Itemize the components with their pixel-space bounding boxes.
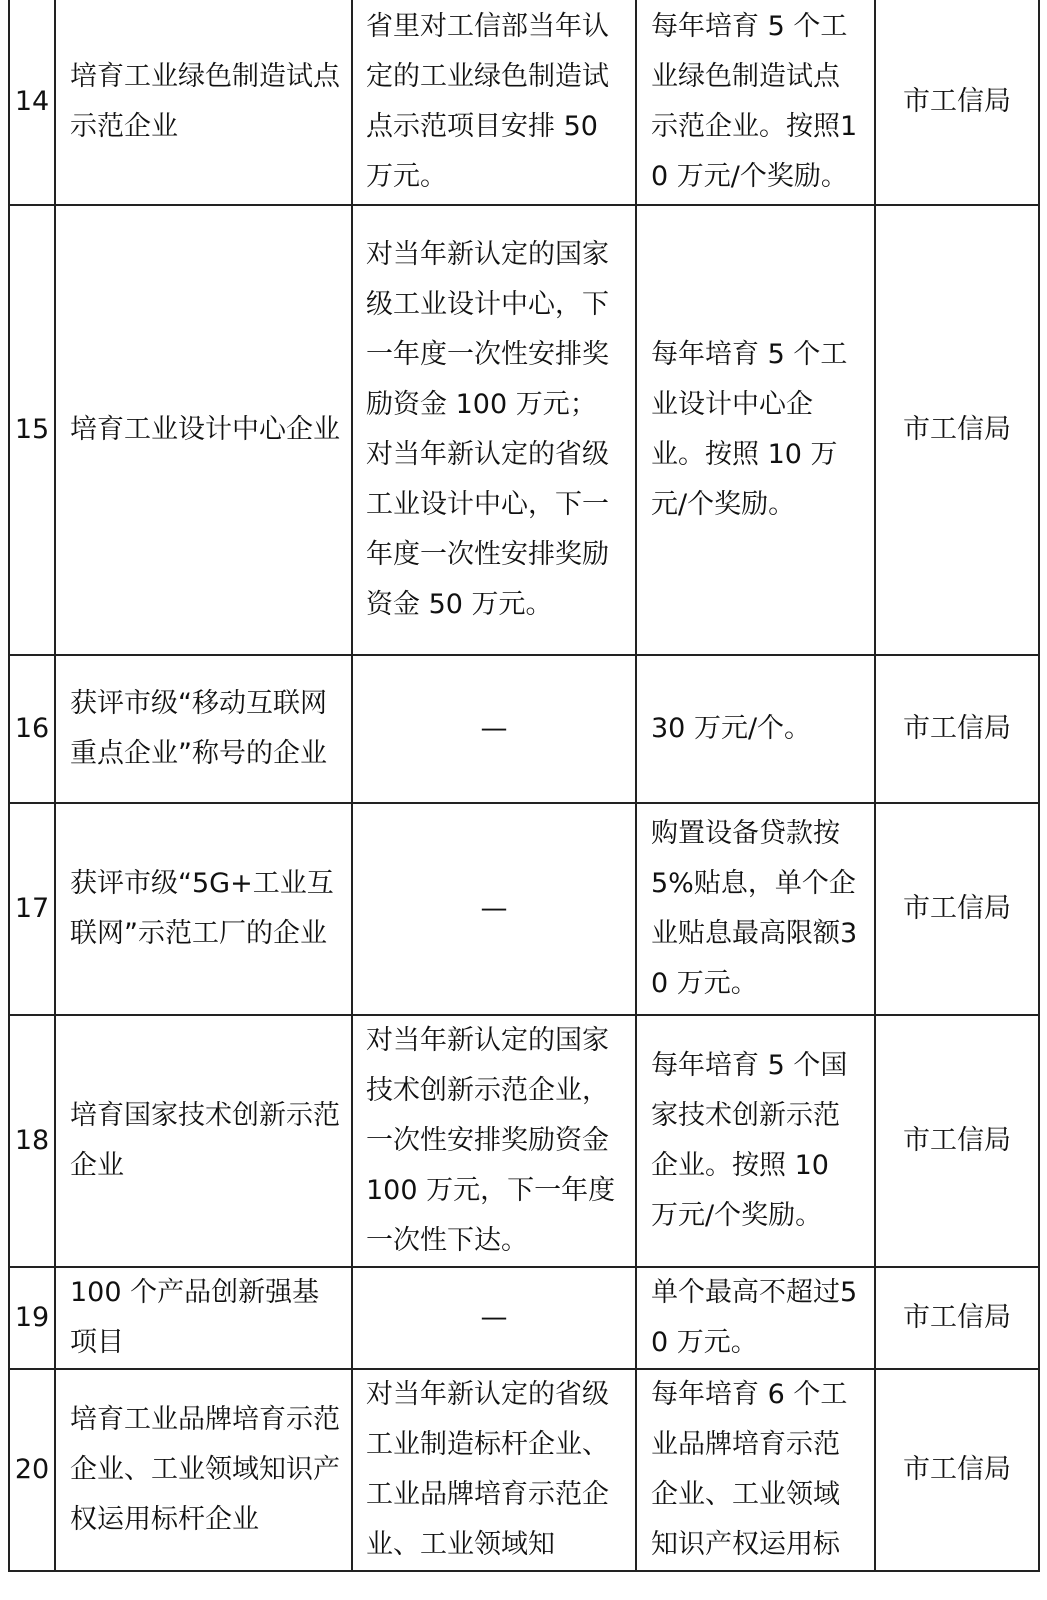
- basis-dash: —: [352, 1267, 636, 1369]
- row-number: 17: [9, 803, 55, 1015]
- item-name: 培育工业品牌培育示范企业、工业领域知识产权运用标杆企业: [55, 1369, 352, 1571]
- standard-text: 30 万元/个。: [636, 655, 875, 803]
- row-number: 14: [9, 0, 55, 205]
- department: 市工信局: [875, 655, 1039, 803]
- basis-dash: —: [352, 803, 636, 1015]
- standard-text: 每年培育 6 个工业品牌培育示范企业、工业领域知识产权运用标: [636, 1369, 875, 1571]
- item-name: 获评市级“5G+工业互联网”示范工厂的企业: [55, 803, 352, 1015]
- basis-text: 对当年新认定的国家技术创新示范企业，一次性安排奖励资金 100 万元，下一年度一次性下达。: [352, 1015, 636, 1267]
- table-row: [9, 803, 1039, 1015]
- basis-text: 对当年新认定的省级工业制造标杆企业、工业品牌培育示范企业、工业领域知: [352, 1369, 636, 1571]
- basis-text: 省里对工信部当年认定的工业绿色制造试点示范项目安排 50 万元。: [352, 0, 636, 205]
- department: 市工信局: [875, 1369, 1039, 1571]
- basis-text: 对当年新认定的国家级工业设计中心，下一年度一次性安排奖励资金 100 万元；对当年新认定的省级工业设计中心，下一年度一次性安排奖励资金 50 万元。: [352, 205, 636, 655]
- row-number: 19: [9, 1267, 55, 1369]
- table-row: [9, 1267, 1039, 1369]
- row-number: 15: [9, 205, 55, 655]
- table-row: [9, 655, 1039, 803]
- row-number: 16: [9, 655, 55, 803]
- table-row: [9, 1369, 1039, 1571]
- department: 市工信局: [875, 803, 1039, 1015]
- department: 市工信局: [875, 1015, 1039, 1267]
- row-number: 18: [9, 1015, 55, 1267]
- standard-text: 单个最高不超过50 万元。: [636, 1267, 875, 1369]
- table-row: [9, 0, 1039, 205]
- item-name: 100 个产品创新强基项目: [55, 1267, 352, 1369]
- department: 市工信局: [875, 1267, 1039, 1369]
- standard-text: 每年培育 5 个工业绿色制造试点示范企业。按照10 万元/个奖励。: [636, 0, 875, 205]
- standard-text: 购置设备贷款按5%贴息，单个企业贴息最高限额30 万元。: [636, 803, 875, 1015]
- table-row: [9, 1015, 1039, 1267]
- standard-text: 每年培育 5 个工业设计中心企业。按照 10 万元/个奖励。: [636, 205, 875, 655]
- row-number: 20: [9, 1369, 55, 1571]
- item-name: 培育工业设计中心企业: [55, 205, 352, 655]
- policy-table: [8, 0, 1040, 1572]
- table-row: [9, 205, 1039, 655]
- department: 市工信局: [875, 0, 1039, 205]
- department: 市工信局: [875, 205, 1039, 655]
- standard-text: 每年培育 5 个国家技术创新示范企业。按照 10 万元/个奖励。: [636, 1015, 875, 1267]
- basis-dash: —: [352, 655, 636, 803]
- item-name: 培育国家技术创新示范企业: [55, 1015, 352, 1267]
- item-name: 获评市级“移动互联网重点企业”称号的企业: [55, 655, 352, 803]
- item-name: 培育工业绿色制造试点示范企业: [55, 0, 352, 205]
